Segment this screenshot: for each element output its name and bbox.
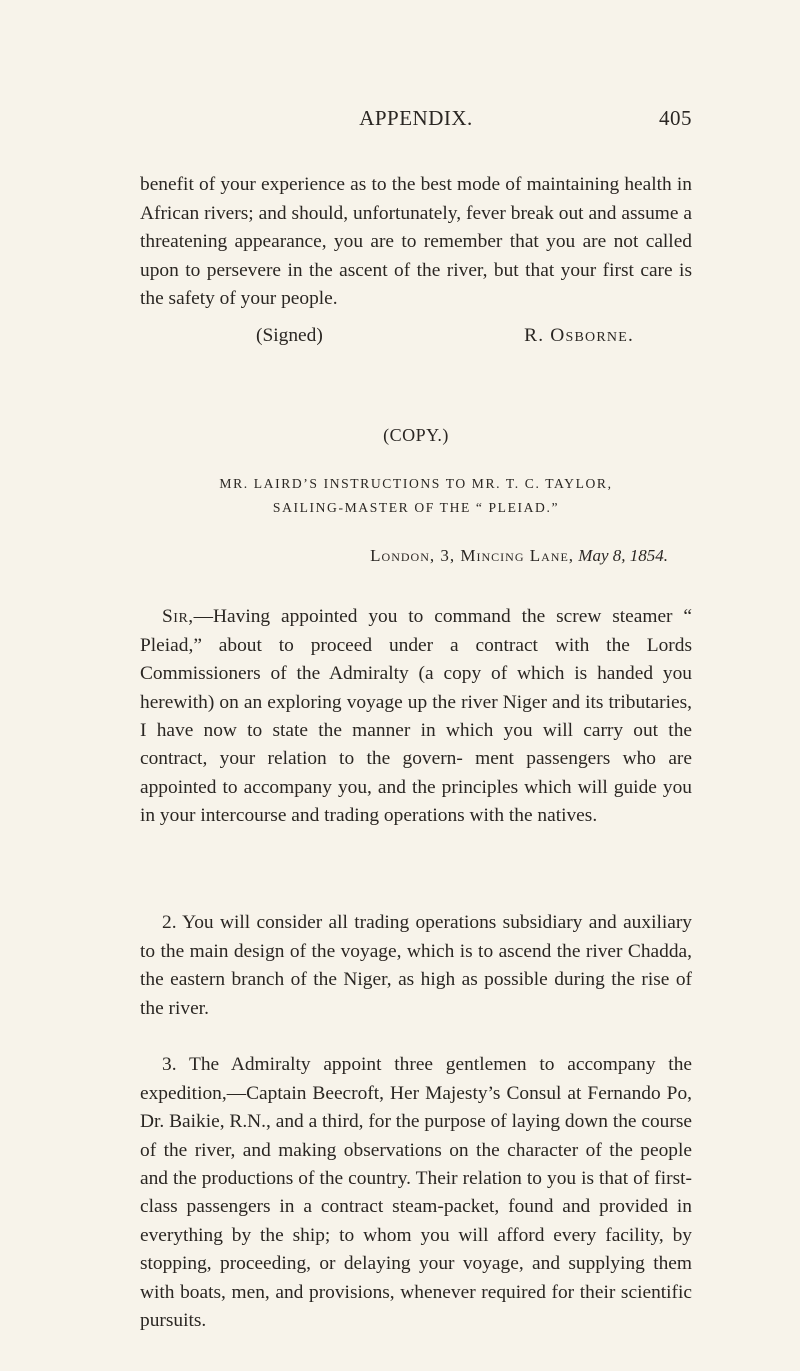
salutation: Sir,: [162, 606, 194, 628]
heading-line-2: SAILING-MASTER OF THE “ PLEIAD.”: [272, 500, 560, 515]
running-head: [140, 106, 692, 136]
signature-line: [140, 325, 692, 355]
section-heading: [140, 472, 692, 520]
letter-paragraph-1: [140, 603, 692, 830]
dateline: [140, 546, 668, 566]
letter-paragraph-2: 2. You will consider all trading operations subsidiary and auxiliary to the main design of the voyage, which is to ascend the river Chadda, the eastern branch of the Niger, as high as possible during the rise of the river.: [140, 912, 692, 1019]
dateline-place: London, 3, Mincing Lane,: [370, 546, 575, 565]
paragraph-benefit: benefit of your experience as to the best mode of maintaining health in African rivers; and should, unfortunately, fever break out and assume a threatening appearance, you are to remember that you are not called upon to persevere in the ascent of the river, but that your first care is the safety of your people.: [140, 174, 692, 310]
copy-label: (COPY.): [383, 425, 449, 445]
page-number: 405: [659, 106, 692, 130]
running-title: APPENDIX.: [359, 106, 473, 130]
letter-paragraph-1-text: —Having appointed you to command the screw steamer “ Pleiad,” about to proceed under a contract with the Lords Commissioners of the Admiralty (a copy of which is handed you herewith) on an exploring voyage up the river Niger and its tributaries, I have now to state the manner in which you will carry out the contract, your relation to the govern- ment passengers who are appointed to accompany you, and the principles which will guide you in your intercourse and trading operations with the natives.: [140, 606, 692, 827]
signed-label: (Signed): [256, 325, 323, 346]
signer-name: R. Osborne.: [524, 325, 634, 346]
letter-paragraph-3: 3. The Admiralty appoint three gentlemen to accompany the expedition,—Captain Beecroft, Her Majesty’s Consul at Fernando Po, Dr. Baikie, R.N., and a third, for the purpose of laying down the course of the river, and making observations on the character of the people and the productions of the country. Their relation to you is that of first-class passengers in a contract steam-packet, found and provided in everything by the ship; to whom you will afford every facility, by stopping, proceeding, or delaying your voyage, and supplying them with boats, men, and provisions, whenever required for their scientific pursuits.: [140, 1054, 692, 1332]
heading-line-1: MR. LAIRD’S INSTRUCTIONS TO MR. T. C. TAYLOR,: [219, 476, 613, 491]
dateline-date: May 8, 1854.: [578, 546, 668, 565]
